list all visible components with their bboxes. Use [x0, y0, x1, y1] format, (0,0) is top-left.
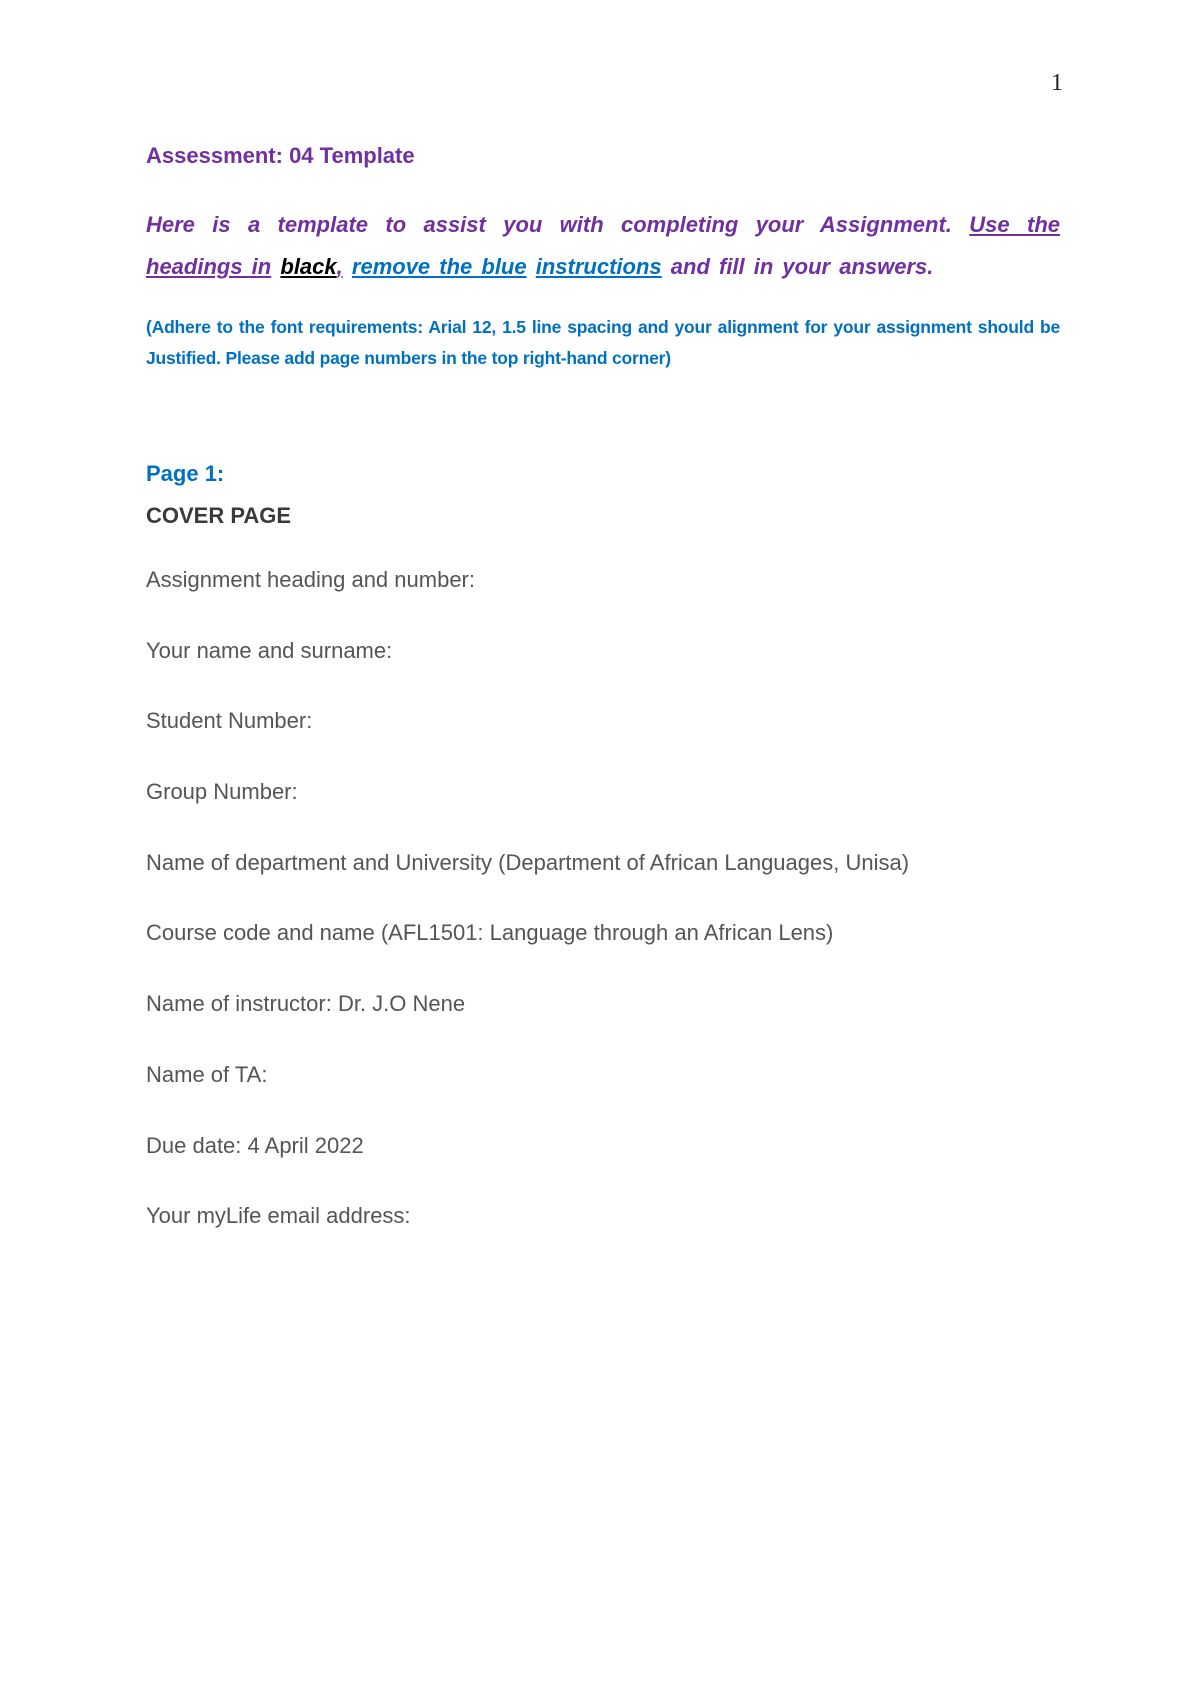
intro-text: Here is a template to assist you with completing your Assignment. [146, 212, 952, 237]
cover-fields [146, 566, 1060, 1230]
document-title: Assessment: 04 Template [146, 143, 415, 168]
intro-black-word: black [280, 254, 337, 279]
intro-comma: , [336, 254, 343, 279]
page-label: Page 1: [146, 461, 225, 486]
field-email: Your myLife email address: [146, 1203, 411, 1229]
field-due-date: Due date: 4 April 2022 [146, 1132, 364, 1158]
page-number: 1 [1051, 70, 1063, 96]
field-group-number: Group Number: [146, 779, 298, 805]
field-ta: Name of TA: [146, 1061, 268, 1087]
field-name-surname: Your name and surname: [146, 637, 393, 663]
field-student-number: Student Number: [146, 708, 313, 734]
intro-paragraph [146, 204, 1060, 288]
cover-page-heading: COVER PAGE [146, 503, 292, 528]
document-body [146, 143, 1060, 1273]
field-instructor: Name of instructor: Dr. J.O Nene [146, 991, 466, 1017]
field-course-code: Course code and name (AFL1501: Language through an African Lens) [146, 920, 834, 946]
field-assignment-heading: Assignment heading and number: [146, 567, 475, 592]
field-department-university: Name of department and University (Department of African Languages, Unisa) [146, 849, 910, 875]
intro-remove-blue-text: remove the blue [351, 254, 527, 279]
intro-headings-text: Use the headings in [146, 212, 1060, 279]
font-requirements-note: (Adhere to the font requirements: Arial 12, 1.5 line spacing and your alignment for your assignment should be Justified. Please add page numbers in the top right-hand corner) [146, 317, 1060, 368]
intro-instructions-text: instructions [535, 254, 662, 279]
intro-fill-answers-text: and fill in your answers. [670, 254, 934, 279]
